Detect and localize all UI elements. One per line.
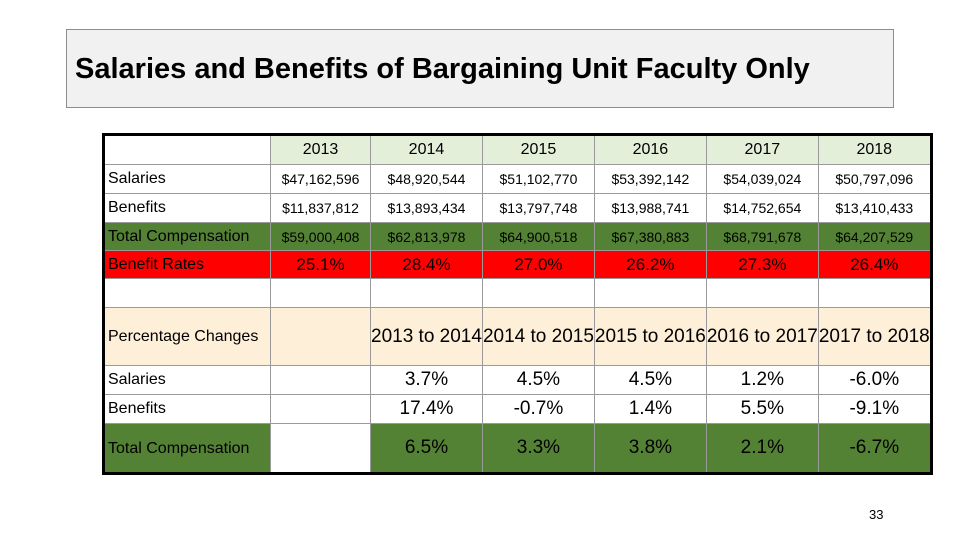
benefit-rate-value: 28.4%	[371, 251, 483, 279]
total-compensation-value: $62,813,978	[371, 223, 483, 251]
percentage-changes-header-row	[104, 308, 932, 366]
total-compensation-value: $59,000,408	[271, 223, 371, 251]
spacer-row	[104, 279, 932, 308]
year-cell: 2018	[818, 135, 931, 165]
total-change-value: -6.7%	[818, 424, 931, 474]
spacer-cell	[271, 279, 371, 308]
percentage-changes-label: Percentage Changes	[104, 308, 271, 366]
salaries-value: $47,162,596	[271, 165, 371, 194]
total-change-value: 3.8%	[594, 424, 706, 474]
year-cell: 2016	[594, 135, 706, 165]
salaries-value: $50,797,096	[818, 165, 931, 194]
year-header-row	[104, 135, 932, 165]
spacer-cell	[104, 279, 271, 308]
salaries-label: Salaries	[104, 165, 271, 194]
year-cell: 2015	[482, 135, 594, 165]
benefit-rate-value: 26.4%	[818, 251, 931, 279]
benefits-value: $13,893,434	[371, 194, 483, 223]
year-cell: 2013	[271, 135, 371, 165]
benefits-change-value: -9.1%	[818, 395, 931, 424]
period-blank-cell	[271, 308, 371, 366]
benefits-row	[104, 194, 932, 223]
total-change-blank	[271, 424, 371, 474]
salaries-change-label: Salaries	[104, 366, 271, 395]
benefit-rates-row	[104, 251, 932, 279]
benefits-change-row	[104, 395, 932, 424]
salaries-change-value: 1.2%	[706, 366, 818, 395]
total-change-row	[104, 424, 932, 474]
total-compensation-value: $64,900,518	[482, 223, 594, 251]
benefits-value: $14,752,654	[706, 194, 818, 223]
total-compensation-label: Total Compensation	[104, 223, 271, 251]
slide-title: Salaries and Benefits of Bargaining Unit Faculty Only	[75, 53, 810, 85]
benefits-change-value: 1.4%	[594, 395, 706, 424]
total-compensation-value: $67,380,883	[594, 223, 706, 251]
salaries-change-value: 4.5%	[594, 366, 706, 395]
year-cell: 2014	[371, 135, 483, 165]
salaries-change-blank	[271, 366, 371, 395]
benefits-value: $11,837,812	[271, 194, 371, 223]
benefit-rate-value: 25.1%	[271, 251, 371, 279]
salaries-change-value: 3.7%	[371, 366, 483, 395]
total-change-value: 3.3%	[482, 424, 594, 474]
benefits-label: Benefits	[104, 194, 271, 223]
salaries-value: $54,039,024	[706, 165, 818, 194]
salaries-change-row	[104, 366, 932, 395]
period-cell: 2015 to 2016	[594, 308, 706, 366]
total-compensation-value: $68,791,678	[706, 223, 818, 251]
total-change-value: 2.1%	[706, 424, 818, 474]
benefits-value: $13,410,433	[818, 194, 931, 223]
total-change-value: 6.5%	[371, 424, 483, 474]
spacer-cell	[818, 279, 931, 308]
salaries-value: $53,392,142	[594, 165, 706, 194]
period-cell: 2017 to 2018	[818, 308, 931, 366]
compensation-table	[102, 133, 933, 475]
spacer-cell	[706, 279, 818, 308]
spacer-cell	[594, 279, 706, 308]
title-box	[66, 29, 894, 108]
header-blank-cell	[104, 135, 271, 165]
salaries-row	[104, 165, 932, 194]
benefit-rate-value: 26.2%	[594, 251, 706, 279]
benefits-change-blank	[271, 395, 371, 424]
salaries-change-value: -6.0%	[818, 366, 931, 395]
benefits-change-value: 5.5%	[706, 395, 818, 424]
spacer-cell	[371, 279, 483, 308]
spacer-cell	[482, 279, 594, 308]
benefits-change-value: 17.4%	[371, 395, 483, 424]
benefit-rate-value: 27.3%	[706, 251, 818, 279]
period-cell: 2013 to 2014	[371, 308, 483, 366]
total-compensation-row	[104, 223, 932, 251]
page-number: 33	[869, 507, 884, 522]
benefits-value: $13,797,748	[482, 194, 594, 223]
total-compensation-value: $64,207,529	[818, 223, 931, 251]
benefit-rates-label: Benefit Rates	[104, 251, 271, 279]
benefits-change-label: Benefits	[104, 395, 271, 424]
salaries-value: $51,102,770	[482, 165, 594, 194]
period-cell: 2014 to 2015	[482, 308, 594, 366]
benefits-change-value: -0.7%	[482, 395, 594, 424]
benefits-value: $13,988,741	[594, 194, 706, 223]
total-change-label: Total Compensation	[104, 424, 271, 474]
benefit-rate-value: 27.0%	[482, 251, 594, 279]
salaries-value: $48,920,544	[371, 165, 483, 194]
year-cell: 2017	[706, 135, 818, 165]
period-cell: 2016 to 2017	[706, 308, 818, 366]
salaries-change-value: 4.5%	[482, 366, 594, 395]
